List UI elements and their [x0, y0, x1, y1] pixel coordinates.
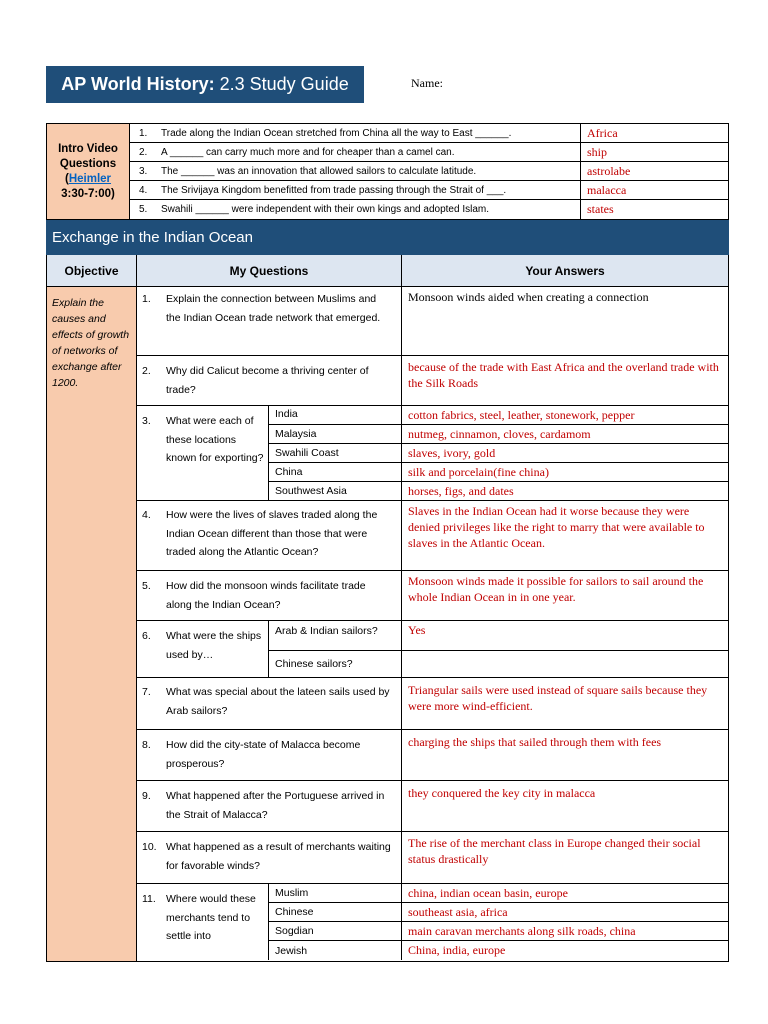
answer-field[interactable]: china, indian ocean basin, europe — [408, 885, 568, 900]
name-label: Name: — [411, 76, 443, 90]
table-row: 5. How did the monsoon winds facilitate trade along the Indian Ocean? Monsoon winds made it possible for sailors to sail around the whole Indian Ocean in in one year. — [137, 571, 728, 621]
answer-field[interactable]: Monsoon winds aided when creating a connection — [408, 290, 649, 304]
title-bold: AP World History: — [61, 74, 215, 94]
table-row: 9. What happened after the Portuguese arrived in the Strait of Malacca? they conquered the key city in malacca — [137, 781, 728, 832]
intro-answer[interactable]: ship — [587, 144, 608, 159]
answer-field[interactable]: Yes — [408, 623, 426, 637]
intro-table — [46, 123, 729, 220]
answer-field[interactable]: southeast asia, africa — [408, 904, 508, 919]
table-row: 2. Why did Calicut become a thriving center of trade? because of the trade with East Africa and the overland trade with the Silk Roads — [137, 356, 728, 406]
intro-row: 5. Swahili ______ were independent with their own kings and adopted Islam. states — [129, 200, 729, 219]
table-row: 6. What were the ships used by… Arab & Indian sailors? Yes Chinese sailors? — [137, 621, 728, 678]
table-row: 1. Explain the connection between Muslims and the Indian Ocean trade network that emerged. Monsoon winds aided when creating a connection — [137, 287, 728, 356]
intro-answer[interactable]: states — [587, 202, 614, 216]
intro-row: 2. A ______ can carry much more and for cheaper than a camel can. ship — [129, 143, 729, 162]
sub-row: Chinese southeast asia, africa — [268, 903, 728, 922]
intro-answer[interactable]: astrolabe — [587, 163, 631, 178]
intro-label: Intro Video Questions (Heimler 3:30-7:00) — [47, 124, 130, 219]
col-objective: Objective — [47, 255, 137, 287]
answer-field[interactable]: silk and porcelain(fine china) — [408, 464, 549, 479]
page-title — [46, 66, 364, 103]
section-title: Exchange in the Indian Ocean — [46, 220, 729, 255]
sub-row: Arab & Indian sailors? Yes — [268, 621, 728, 651]
answer-field[interactable]: because of the trade with East Africa and the overland trade with the Silk Roads — [408, 360, 719, 390]
col-answers: Your Answers — [402, 255, 728, 287]
table-row: 4. How were the lives of slaves traded along the Indian Ocean different than those that were traded along the Atlantic Ocean? Slaves in the Indian Ocean had it worse because they were denied privileges like the right to marry that were available to slaves in the Atlantic Ocean. — [137, 501, 728, 571]
answer-field[interactable]: main caravan merchants along silk roads, china — [408, 923, 636, 938]
answer-field[interactable]: nutmeg, cinnamon, cloves, cardamom — [408, 426, 591, 441]
sub-row: India cotton fabrics, steel, leather, stonework, pepper — [268, 406, 728, 425]
intro-answer[interactable]: Africa — [587, 125, 618, 140]
study-table — [46, 255, 729, 962]
answer-field[interactable]: horses, figs, and dates — [408, 483, 514, 498]
intro-row: 4. The Srivijaya Kingdom benefitted from trade passing through the Strait of ___. malacca — [129, 181, 729, 200]
answer-field[interactable]: Triangular sails were used instead of square sails because they were more wind-efficient. — [408, 683, 708, 713]
sub-row: Muslim china, indian ocean basin, europe — [268, 884, 728, 903]
sub-row: China silk and porcelain(fine china) — [268, 463, 728, 482]
answer-field[interactable]: slaves, ivory, gold — [408, 445, 496, 460]
answer-field[interactable]: China, india, europe — [408, 943, 506, 957]
answer-field[interactable]: The rise of the merchant class in Europe changed their social status drastically — [408, 836, 701, 866]
intro-row: 1. Trade along the Indian Ocean stretched from China all the way to East ______. Africa — [129, 124, 729, 143]
sub-row: Southwest Asia horses, figs, and dates — [268, 482, 728, 500]
table-row: 10. What happened as a result of merchants waiting for favorable winds? The rise of the merchant class in Europe changed their social status drastically — [137, 832, 728, 884]
table-row: 8. How did the city-state of Malacca become prosperous? charging the ships that sailed through them with fees — [137, 730, 728, 781]
table-row: 11. Where would these merchants tend to settle into Muslim china, indian ocean basin, europe Chinese southeast asia, africa Sogdian main caravan merchants along silk roads, china Jewish China, india, europe — [137, 884, 728, 961]
intro-row: 3. The ______ was an innovation that allowed sailors to calculate latitude. astrolabe — [129, 162, 729, 181]
intro-answer[interactable]: malacca — [587, 182, 627, 197]
answer-field[interactable]: Slaves in the Indian Ocean had it worse because they were denied privileges like the right to marry that were available to slaves in the Atlantic Ocean. — [408, 504, 705, 550]
answer-field[interactable]: they conquered the key city in malacca — [408, 786, 596, 800]
sub-row: Malaysia nutmeg, cinnamon, cloves, cardamom — [268, 425, 728, 444]
answer-field[interactable]: charging the ships that sailed through them with fees — [408, 735, 662, 749]
heimler-link[interactable]: Heimler — [68, 172, 112, 185]
sub-row: Jewish China, india, europe — [268, 941, 728, 960]
table-row: 7. What was special about the lateen sails used by Arab sailors? Triangular sails were used instead of square sails because they were more wind-efficient. — [137, 678, 728, 730]
col-questions: My Questions — [137, 255, 402, 287]
title-rest: 2.3 Study Guide — [219, 74, 349, 94]
objective-text: Explain the causes and effects of growth of networks of exchange after 1200. — [47, 287, 137, 961]
answer-field[interactable]: cotton fabrics, steel, leather, stonework, pepper — [408, 408, 635, 422]
table-row: 3. What were each of these locations known for exporting? India cotton fabrics, steel, leather, stonework, pepper Malaysia nutmeg, cinnamon, cloves, cardamom Swahili Coast slaves, ivory, gold China silk and porcelain(fine china) Southwest Asia horses, figs, and dates — [137, 406, 728, 501]
sub-row: Chinese sailors? — [268, 651, 728, 677]
sub-row: Sogdian main caravan merchants along silk roads, china — [268, 922, 728, 941]
answer-field[interactable]: Monsoon winds made it possible for sailors to sail around the whole Indian Ocean in in one year. — [408, 574, 704, 604]
sub-row: Swahili Coast slaves, ivory, gold — [268, 444, 728, 463]
